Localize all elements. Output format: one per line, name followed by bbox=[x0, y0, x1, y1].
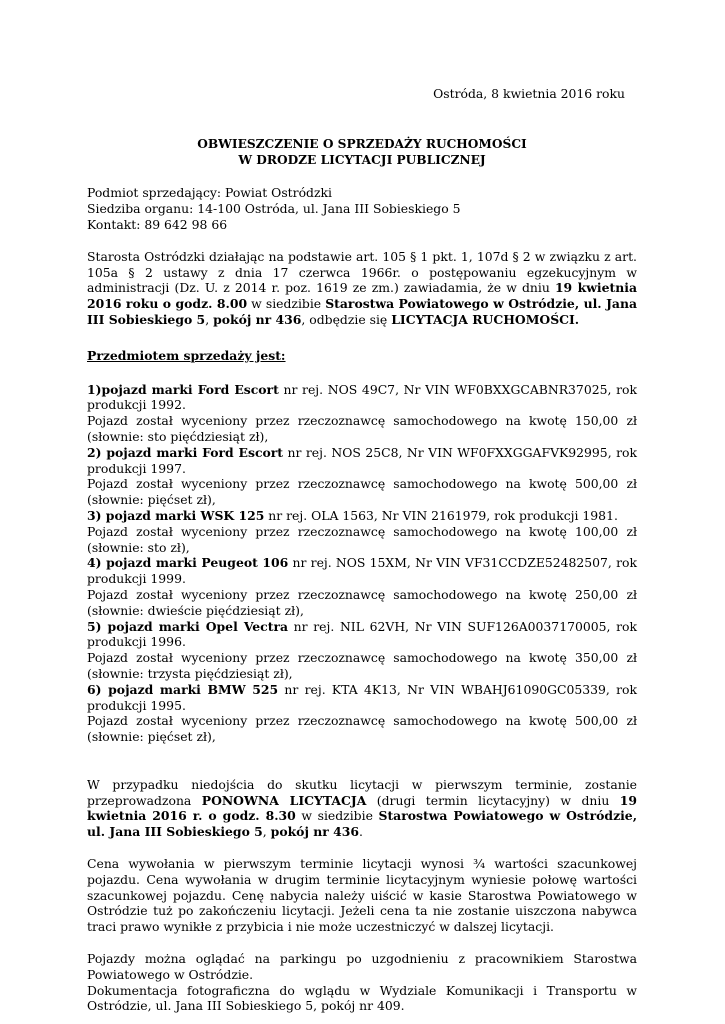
viewing-info bbox=[87, 951, 637, 1014]
second-room: pokój nr 436 bbox=[270, 824, 359, 840]
item-valuation: Pojazd został wyceniony przez rzeczoznawcę samochodowego na kwotę 250,00 zł (słownie: dwieście pięćdziesiąt zł), bbox=[87, 586, 637, 618]
item-details: nr rej. NOS 15XM, Nr VIN VF31CCDZE52482507, rok produkcji 1999. bbox=[87, 555, 637, 587]
intro-text-1: Starosta Ostródzki działając na podstawie art. 105 § 1 pkt. 1, 107d § 2 w związku z art. 105a § 2 ustawy z dnia 17 czerwca 1966r. o postępowaniu egzekucyjnym w administracji (Dz. U. z 2014 r. poz. 1619 ze zm.) zawiadamia, że w dniu bbox=[87, 248, 637, 296]
intro-location: Starostwa Powiatowego w Ostródzie, ul. Jana III Sobieskiego 5 bbox=[87, 296, 637, 327]
item-name: 6) pojazd marki BMW 525 bbox=[87, 681, 279, 697]
item-name: 4) pojazd marki Peugeot 106 bbox=[87, 555, 289, 571]
item-description bbox=[87, 445, 637, 477]
second-text-1: W przypadku niedojścia do skutku licytacji w pierwszym terminie, zostanie przeprowadzona bbox=[87, 776, 637, 808]
intro-text-2: w siedzibie bbox=[247, 296, 326, 312]
list-item bbox=[87, 508, 637, 555]
list-item bbox=[87, 382, 637, 445]
list-item bbox=[87, 682, 637, 745]
intro-auction: LICYTACJA RUCHOMOŚCI. bbox=[391, 311, 580, 327]
intro-paragraph bbox=[87, 249, 637, 328]
items-list bbox=[87, 382, 637, 745]
item-valuation: Pojazd został wyceniony przez rzeczoznawcę samochodowego na kwotę 500,00 zł (słownie: pięćset zł), bbox=[87, 476, 637, 508]
item-description bbox=[87, 682, 637, 714]
item-name: 1)pojazd marki Ford Escort bbox=[87, 381, 279, 397]
second-text-2: (drugi termin licytacyjny) w dniu bbox=[366, 792, 620, 808]
intro-date: 19 kwietnia 2016 roku o godz. 8.00 bbox=[87, 280, 637, 312]
seller-line: Podmiot sprzedający: Powiat Ostródzki bbox=[87, 185, 332, 201]
item-description bbox=[87, 382, 637, 414]
item-valuation: Pojazd został wyceniony przez rzeczoznawcę samochodowego na kwotę 150,00 zł (słownie: sto pięćdziesiąt zł), bbox=[87, 413, 637, 444]
title-line-2: W DRODZE LICYTACJI PUBLICZNEJ bbox=[238, 152, 486, 167]
item-valuation: Pojazd został wyceniony przez rzeczoznawcę samochodowego na kwotę 350,00 zł (słownie: trzysta pięćdziesiąt zł), bbox=[87, 650, 637, 681]
second-location: Starostwa Powiatowego w Ostródzie, ul. Jana III Sobieskiego 5 bbox=[87, 808, 638, 840]
second-auction-paragraph bbox=[87, 777, 637, 840]
items-heading: Przedmiotem sprzedaży jest: bbox=[87, 347, 286, 363]
item-details: nr rej. NIL 62VH, Nr VIN SUF126A0037170005, rok produkcji 1996. bbox=[87, 618, 637, 650]
document-title bbox=[87, 137, 637, 169]
item-description bbox=[87, 508, 637, 524]
document-page bbox=[87, 86, 637, 1014]
title-line-1: OBWIESZCZENIE O SPRZEDAŻY RUCHOMOŚCI bbox=[197, 136, 527, 151]
item-valuation: Pojazd został wyceniony przez rzeczoznawcę samochodowego na kwotę 500,00 zł (słownie: pięćset zł), bbox=[87, 713, 637, 745]
second-text-5: . bbox=[358, 824, 363, 840]
item-valuation: Pojazd został wyceniony przez rzeczoznawcę samochodowego na kwotę 100,00 zł (słownie: sto zł), bbox=[87, 523, 637, 555]
item-details: nr rej. KTA 4K13, Nr VIN WBAHJ61090GC05339, rok produkcji 1995. bbox=[87, 681, 637, 713]
intro-text-3: , bbox=[205, 311, 214, 327]
spacer bbox=[87, 745, 637, 777]
price-info-paragraph: Cena wywołania w pierwszym terminie licytacji wynosi ¾ wartości szacunkowej pojazdu. Cena wywołania w drugim terminie licytacyjnym wyniesie połowę wartości szacunkowej pojazdu. Cenę nabycia należy uiścić w kasie Starostwa Powiatowego w Ostródzie tuż po zakończeniu licytacji. Jeżeli cena ta nie zostanie uiszczona nabywca traci prawo wynikłe z przybicia i nie może uczestniczyć w dalszej licytacji. bbox=[87, 856, 637, 935]
item-name: 5) pojazd marki Opel Vectra bbox=[87, 618, 289, 634]
viewing-line: Pojazdy można oglądać na parkingu po uzgodnieniu z pracownikiem Starostwa Powiatowego w Ostródzie. bbox=[87, 951, 637, 982]
seller-address: Siedziba organu: 14-100 Ostróda, ul. Jana III Sobieskiego 5 bbox=[87, 201, 461, 217]
item-details: nr rej. OLA 1563, Nr VIN 2161979, rok produkcji 1981. bbox=[264, 507, 618, 523]
documentation-line: Dokumentacja fotograficzna do wglądu w Wydziale Komunikacji i Transportu w Ostródzie, ul. Jana III Sobieskiego 5, pokój nr 409. bbox=[87, 982, 637, 1014]
item-details: nr rej. NOS 49C7, Nr VIN WF0BXXGCABNR37025, rok produkcji 1992. bbox=[87, 381, 637, 413]
second-text-4: , bbox=[262, 824, 271, 840]
seller-info bbox=[87, 185, 637, 232]
item-name: 3) pojazd marki WSK 125 bbox=[87, 507, 265, 523]
item-name: 2) pojazd marki Ford Escort bbox=[87, 444, 284, 460]
intro-room: pokój nr 436 bbox=[213, 311, 302, 327]
second-text-3: w siedzibie bbox=[295, 808, 379, 824]
seller-contact: Kontakt: 89 642 98 66 bbox=[87, 216, 228, 232]
list-item bbox=[87, 555, 637, 618]
item-description bbox=[87, 619, 637, 651]
intro-text-4: , odbędzie się bbox=[301, 311, 392, 327]
second-date: 19 kwietnia 2016 r. o godz. 8.30 bbox=[87, 792, 637, 824]
item-details: nr rej. NOS 25C8, Nr VIN WF0FXXGGAFVK92995, rok produkcji 1997. bbox=[87, 444, 637, 476]
second-auction-label: PONOWNA LICYTACJA bbox=[201, 792, 367, 808]
list-item bbox=[87, 445, 637, 508]
list-item bbox=[87, 619, 637, 682]
document-date: Ostróda, 8 kwietnia 2016 roku bbox=[433, 86, 625, 101]
item-description bbox=[87, 555, 637, 587]
